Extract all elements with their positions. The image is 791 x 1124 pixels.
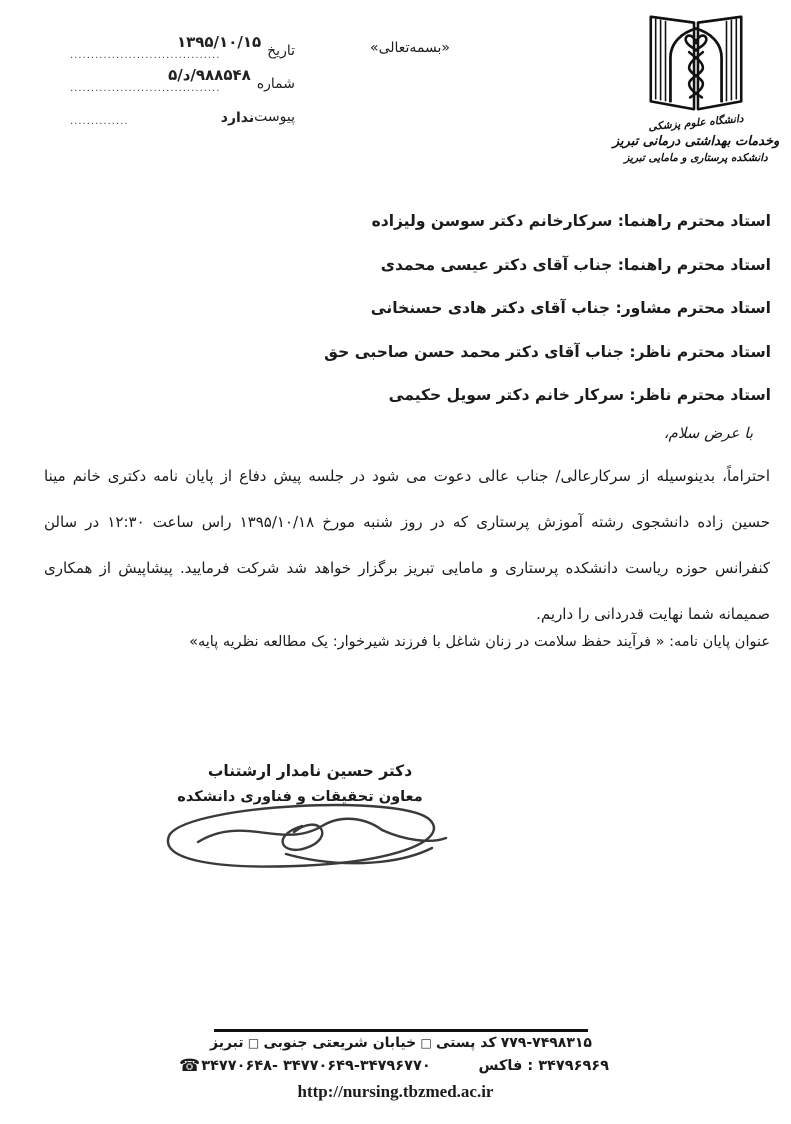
footer-fax-label: فاکس xyxy=(478,1058,523,1074)
attachment-label: پیوست xyxy=(254,109,295,125)
footer-divider xyxy=(214,1029,588,1032)
attachment-row xyxy=(70,94,295,127)
handwritten-signature xyxy=(136,776,462,880)
logo-caption-faculty: دانشکده پرستاری و مامایی تبریز xyxy=(624,152,768,165)
footer-fax-separator: : xyxy=(527,1058,534,1074)
invitation-paragraph: احتراماً، بدینوسیله از سرکارعالی/ جناب عالی دعوت می شود در جلسه پیش دفاع از پایان نامه دکتری خانم مینا حسین زاده دانشجوی رشته آموزش پرستاری که در روز شنبه مورخ ۱۳۹۵/۱۰/۱۸ راس ساعت ۱۲:۳۰ در سالن کنفرانس حوزه ریاست دانشکده پرستاری و مامایی تبریز برگزار خواهد شد شرکت فرمایید. پیشاپیش از همکاری صمیمانه شما نهایت قدردانی را داریم. xyxy=(44,467,771,623)
recipient-advisor: استاد محترم مشاور: جناب آقای دکتر هادی حسنخانی xyxy=(370,299,771,317)
attachment-value: ندارد xyxy=(220,110,255,126)
recipient-examiner-1: استاد محترم ناظر: جناب آقای دکتر محمد حسن صاحبی حق xyxy=(324,342,771,361)
attachment-dotted-leader: .............. xyxy=(70,116,129,127)
date-label: تاریخ xyxy=(267,43,295,59)
footer-city: تبریز xyxy=(210,1035,244,1051)
number-dotted-leader: .................................... xyxy=(70,83,221,94)
recipient-supervisor-1: استاد محترم راهنما: سرکارخانم دکتر سوسن ولیزاده xyxy=(371,212,771,230)
recipient-lines xyxy=(40,212,771,430)
footer-phone-fax-line xyxy=(179,1056,609,1076)
date-row xyxy=(70,28,295,61)
logo-caption-health-services: وخدمات بهداشتی درمانی تبریز xyxy=(612,133,780,149)
recipient-examiner-2: استاد محترم ناظر: سرکار خانم دکتر سویل حکیمی xyxy=(388,386,771,404)
footer-postal-label: کد پستی xyxy=(436,1035,497,1051)
bismillah-text: «بسمه‌تعالی» xyxy=(370,40,450,56)
separator-box-icon: □ xyxy=(247,1036,260,1050)
separator-box-icon: □ xyxy=(420,1036,432,1050)
telephone-icon: ☎ xyxy=(179,1056,201,1076)
thesis-title-line: عنوان پایان نامه: « فرآیند حفظ سلامت در زنان شاغل با فرزند شیرخوار: یک مطالعه نظریه پایه» xyxy=(189,634,770,650)
date-dotted-leader: .................................... xyxy=(70,50,221,61)
footer-address-line xyxy=(210,1035,592,1051)
logo-caption-university: دانشگاه علوم پزشکی xyxy=(647,112,744,134)
reference-fields xyxy=(70,28,295,127)
signatory-title: معاون تحقیقات و فناوری دانشکده xyxy=(177,789,423,805)
open-book-arch-dna-icon xyxy=(637,6,755,118)
footer-fax-number: ۳۴۷۹۶۹۶۹ xyxy=(538,1058,609,1074)
number-label: شماره xyxy=(256,76,295,92)
footer-postal-code: ۵۱۳۸۹۴۷-۹۷۷ xyxy=(500,1035,592,1051)
signatory-name: دکتر حسین نامدار ارشتناب xyxy=(207,762,413,780)
university-logo xyxy=(610,6,782,167)
footer-website-url: http://nursing.tbzmed.ac.ir xyxy=(297,1082,494,1101)
footer-street: خیابان شریعتی جنوبی xyxy=(263,1035,417,1051)
greeting-text: با عرض سلام، xyxy=(663,424,753,442)
date-value: ۱۳۹۵/۱۰/۱۵ xyxy=(176,33,262,51)
footer-phone-numbers: ۳۴۷۷۰۶۴۸- ۳۴۷۷۰۶۴۹-۳۴۷۹۶۷۷۰ xyxy=(201,1058,431,1074)
number-row xyxy=(70,61,295,94)
number-value: ۵/د/۹۸۸۵۴۸ xyxy=(168,66,251,84)
recipient-supervisor-2: استاد محترم راهنما: جناب آقای دکتر عیسی محمدی xyxy=(380,255,771,274)
